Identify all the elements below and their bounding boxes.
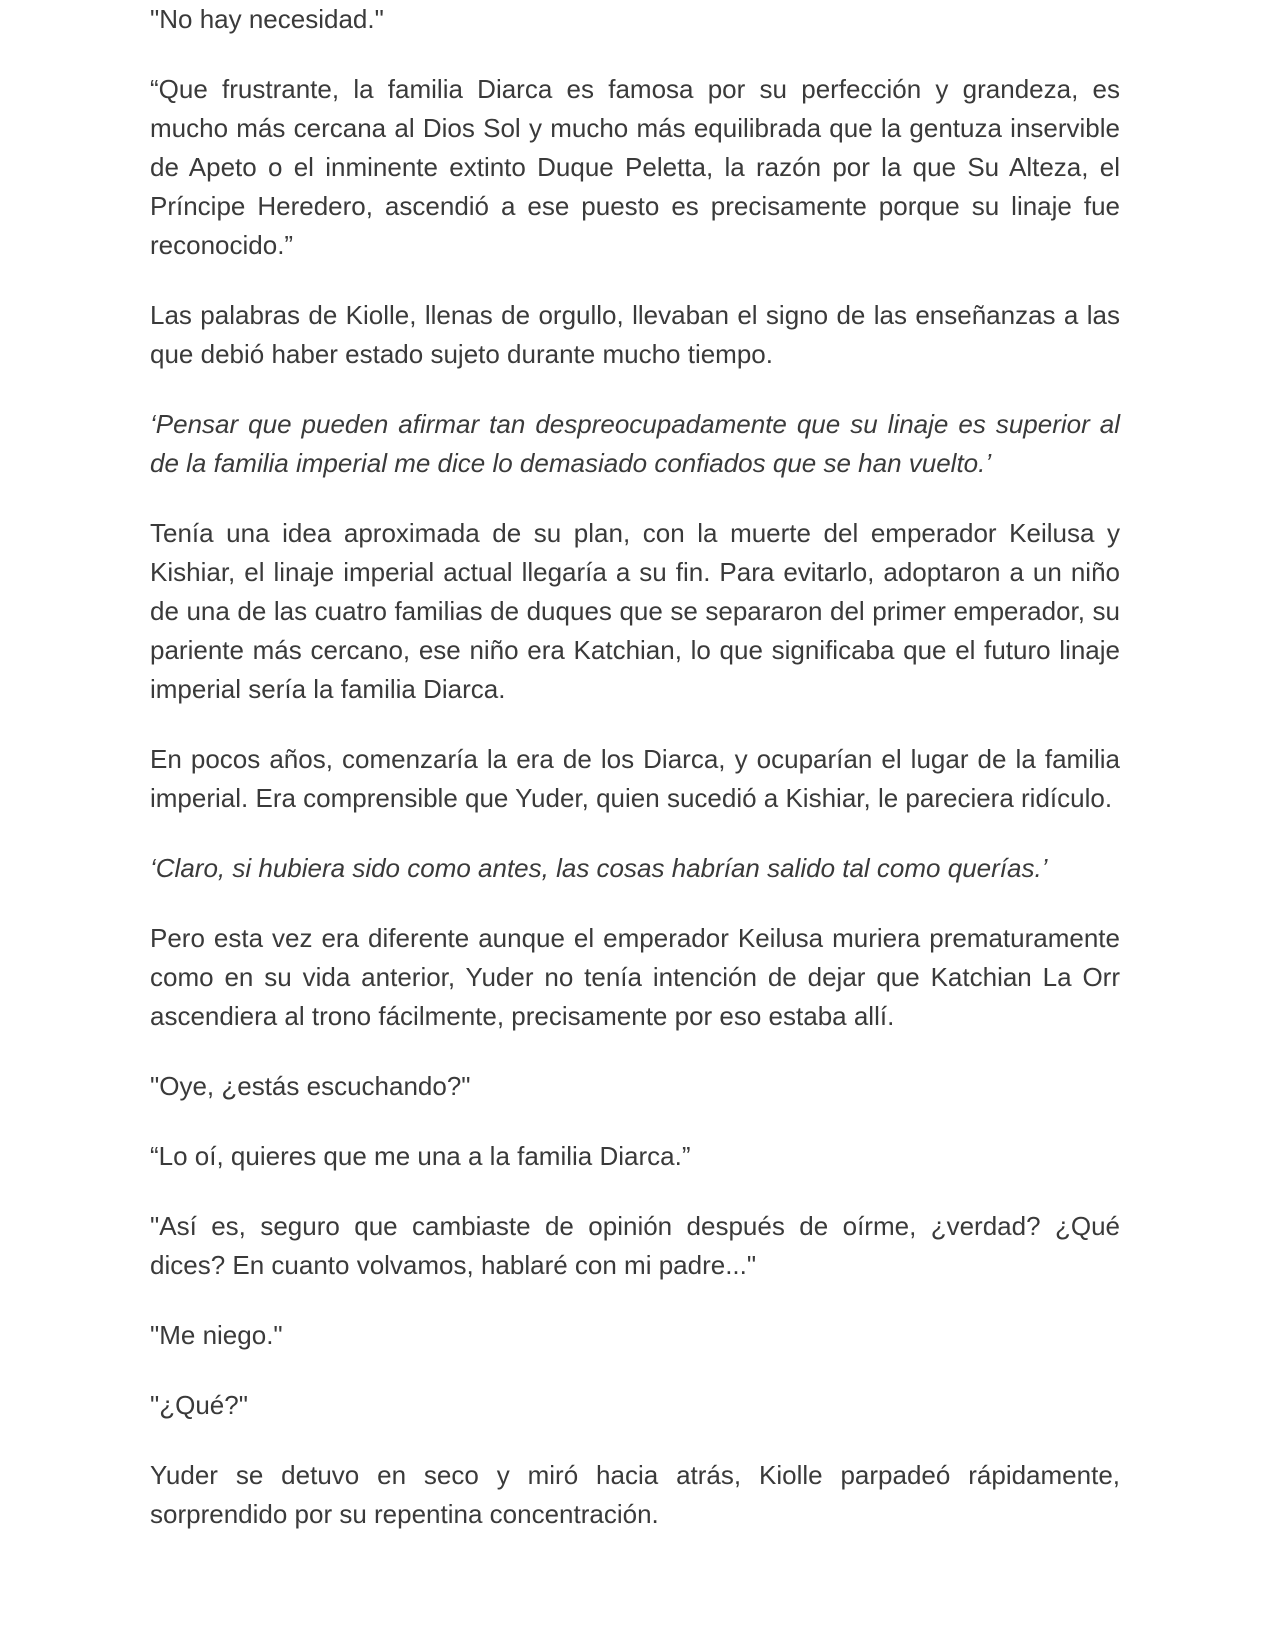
- narration-paragraph: Las palabras de Kiolle, llenas de orgullo, llevaban el signo de las enseñanzas a las que debió haber estado sujeto durante mucho tiempo.: [150, 300, 1120, 369]
- dialogue-paragraph: "¿Qué?": [150, 1390, 248, 1420]
- document-body: [150, 0, 1120, 1565]
- dialogue-paragraph: "Así es, seguro que cambiaste de opinión después de oírme, ¿verdad? ¿Qué dices? En cuanto volvamos, hablaré con mi padre...": [150, 1211, 1120, 1280]
- narration-paragraph: En pocos años, comenzaría la era de los Diarca, y ocuparían el lugar de la familia imperial. Era comprensible que Yuder, quien sucedió a Kishiar, le pareciera ridículo.: [150, 744, 1120, 813]
- dialogue-paragraph: “Lo oí, quieres que me una a la familia Diarca.”: [150, 1141, 691, 1171]
- dialogue-paragraph: "Oye, ¿estás escuchando?": [150, 1071, 471, 1101]
- dialogue-paragraph: "Me niego.": [150, 1320, 283, 1350]
- dialogue-paragraph: "No hay necesidad.": [150, 4, 384, 34]
- thought-paragraph: ‘Claro, si hubiera sido como antes, las cosas habrían salido tal como querías.’: [150, 853, 1048, 883]
- narration-paragraph: Yuder se detuvo en seco y miró hacia atrás, Kiolle parpadeó rápidamente, sorprendido por su repentina concentración.: [150, 1460, 1120, 1529]
- dialogue-paragraph: “Que frustrante, la familia Diarca es famosa por su perfección y grandeza, es mucho más cercana al Dios Sol y mucho más equilibrada que la gentuza inservible de Apeto o el inminente extinto Duque Peletta, la razón por la que Su Alteza, el Príncipe Heredero, ascendió a ese puesto es precisamente porque su linaje fue reconocido.”: [150, 74, 1120, 260]
- narration-paragraph: Pero esta vez era diferente aunque el emperador Keilusa muriera prematuramente como en su vida anterior, Yuder no tenía intención de dejar que Katchian La Orr ascendiera al trono fácilmente, precisamente por eso estaba allí.: [150, 923, 1120, 1031]
- narration-paragraph: Tenía una idea aproximada de su plan, con la muerte del emperador Keilusa y Kishiar, el linaje imperial actual llegaría a su fin. Para evitarlo, adoptaron a un niño de una de las cuatro familias de duques que se separaron del primer emperador, su pariente más cercano, ese niño era Katchian, lo que significaba que el futuro linaje imperial sería la familia Diarca.: [150, 518, 1120, 704]
- thought-paragraph: ‘Pensar que pueden afirmar tan despreocupadamente que su linaje es superior al de la familia imperial me dice lo demasiado confiados que se han vuelto.’: [150, 409, 1120, 478]
